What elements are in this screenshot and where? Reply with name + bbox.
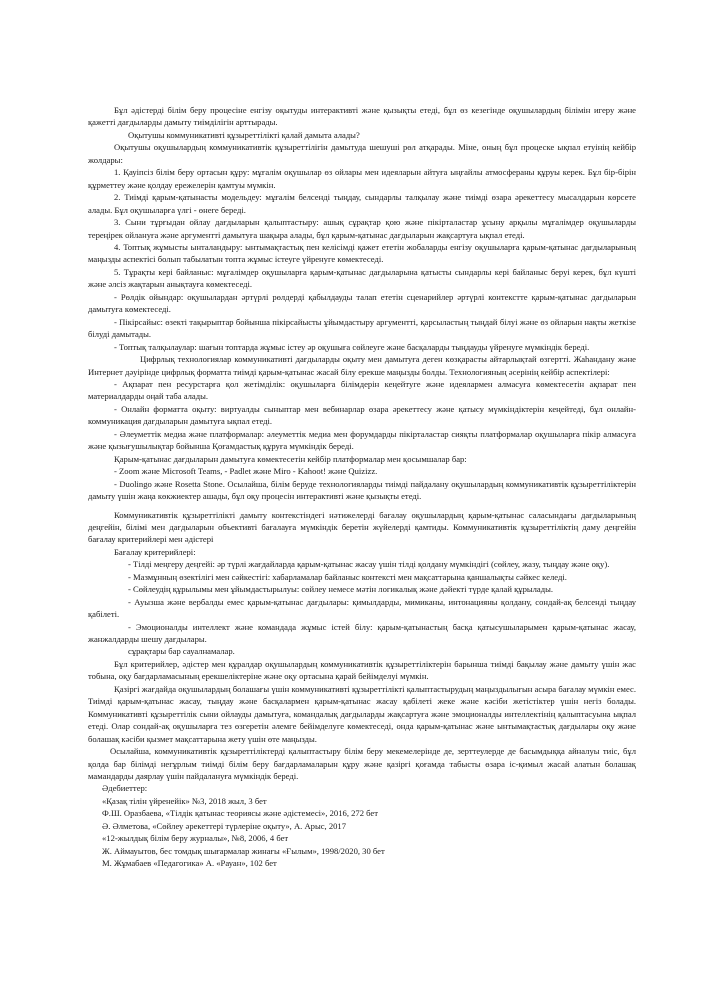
- reference-item: Ж. Аймауытов, бес томдық шығармалар жинағы «Ғылым», 1998/2020, 30 бет: [102, 845, 385, 856]
- document-body: [88, 104, 636, 870]
- list-item: - Ақпарат пен ресурстарға қол жетімділік: оқушыларға білімдерін кеңейтуге және идеялармен алмасуға көмектесетін ақпарат пен материалдарды оңай таба алады.: [88, 378, 636, 402]
- list-item: 2. Тиімді қарым-қатынасты модельдеу: мұғалім белсенді тыңдау, сындарлы талқылау және тиімді өзара әрекеттесу мысалдарын көрсете алады. Бұл оқушыларға үлгі - өнеге береді.: [88, 192, 636, 215]
- survey-line: сұрақтары бар сауалнамалар.: [128, 646, 235, 657]
- platforms-intro: Қарым-қатынас дағдыларын дамытуға көмектесетін кейбір платформалар мен қосымшалар бар:: [114, 453, 467, 464]
- conclusion-paragraph: Осылайша, коммуникативтік құзыреттіліктерді қалыптастыру білім беру мекемелерінде де, зерттеулерде де басымдыққа айналуы тиіс, бұл қолда бар білімді негұрлым тиімді білім беру бағдарламаларын құру және қазіргі қоғамда табысты өзара іс-қимыл жасай алатын болашақ мамандарды даярлау үшін пайдалануға мүмкіндік береді.: [88, 746, 636, 782]
- list-item: 5. Тұрақты кері байланыс: мұғалімдер оқушыларға қарым-қатынас дағдыларына қатысты сындарлы кері байланыс беруі керек, бұл күшті және әлсіз жақтарын анықтауға көмектеседі.: [88, 266, 636, 290]
- list-item: 1. Қауіпсіз білім беру ортасын құру: мұғалім оқушылар өз ойлары мен идеяларын айтуға ыңғайлы атмосфераны құруы керек. Бұл бір-бірін құрметтеу және қолдау ережелерін қамтуы мүмкін.: [88, 167, 636, 190]
- references-heading: Әдебиеттер:: [102, 783, 148, 794]
- list-item: - Ауызша және вербалды емес қарым-қатынас дағдылары: қимылдарды, мимиканы, интонацияны қолдану, сондай-ақ белсенді тыңдау қабілеті.: [88, 596, 636, 620]
- list-item: - Онлайн форматта оқыту: виртуалды сыныптар мен вебинарлар өзара әрекеттесу және қатысу мүмкіндіктерін кеңейтеді, бұл онлайн-коммуникация дағдыларын дамытуға ықпал етеді.: [88, 403, 636, 427]
- reference-item: Ф.Ш. Оразбаева, «Тілдік қатынас теориясы және әдістемесі», 2016, 272 бет: [102, 808, 378, 819]
- list-item: - Duolingo және Rosetta Stone. Осылайша, білім беруде технологияларды тиімді пайдалану оқушылардың коммуникативтік құзыреттіліктерін дамыту үшін жаңа көкжиектер ашады, бұл оқу процесін интерактивті және қызықты етеді.: [88, 478, 636, 502]
- list-item: - Әлеуметтік медиа және платформалар: әлеуметтік медиа мен форумдарды пікірталастар сияқты платформалар оқушыларға пікір алмасуға және қызығушылықтар бойынша Қоғамдастық құруға мүмкіндік береді.: [88, 428, 636, 452]
- list-item: 4. Топтық жұмысты ынталандыру: ынтымақтастық пен келісімді қажет ететін жобаларды енгізу оқушыларға қарым-қатынас дағдыларының маңызды аспектісі болып табылатын топта жұмыс істеуге үйренуге көмектеседі.: [88, 241, 636, 265]
- reference-item: «Қазақ тілін үйренейік» №3, 2018 жыл, 3 бет: [102, 795, 267, 806]
- reference-item: «12-жылдық білім беру журналы», №8, 2006, 4 бет: [102, 833, 289, 844]
- list-item: - Сөйлеудің құрылымы мен ұйымдастырылуы: сөйлеу немесе мәтін логикалық және дәйекті түрде қалай құрылады.: [128, 584, 554, 595]
- assessment-paragraph: Коммуникативтік құзыреттілікті дамыту контекстіндегі нәтижелерді бағалау оқушылардың қарым-қатынас саласындағы дағдыларының деңгейін, білімі мен дағдыларын объективті бағалауға мүмкіндік беретін жүйелерді қамтиды. Коммуникативтік құзыреттіліктің даму деңгейін бағалау критерийлері мен әдістері: [88, 509, 636, 545]
- section-question-heading: Оқытушы коммуникативті құзыреттілікті қалай дамыта алады?: [128, 129, 360, 140]
- criteria-heading: Бағалау критерийлері:: [114, 546, 196, 557]
- reference-item: М. Жұмабаев «Педагогика» А. «Рауан», 102 бет: [102, 858, 277, 869]
- teacher-role-paragraph: Оқытушы оқушылардың коммуникативтік құзыреттілігін дамытуда шешуші рөл атқарады. Міне, оның бұл процеске ықпал етуінің кейбір жолдары:: [88, 142, 636, 165]
- list-item: - Пікірсайыс: өзекті тақырыптар бойынша пікірсайысты ұйымдастыру аргументті, қарсыластың тыңдай білуі және өз ойларын нақты жеткізе білуді дамытады.: [88, 316, 636, 340]
- importance-paragraph: Қазіргі жағдайда оқушылардың болашағы үшін коммуникативті құзыреттілікті қалыптастырудың маңыздылығын асыра бағалау мүмкін емес. Тиімді қарым-қатынас жасау, тыңдау және басқалармен қарым-қатынас жасау қабілеті жеке және кәсіби жетістіктер үшін негіз болады. Коммуникативті құзыреттілік сыни ойлауды дамытуға, командалық дағдыларды жақсартуға және эмоционалды интеллектінің қалыптасуына ықпал етеді. Олар сондай-ақ оқушыларға тез өзгеретін әлемге бейімделуге көмектеседі, онда қарым-қатынас және ынтымақтастық дағдылары оқу және болашақ кәсіби қызмет мақсаттарына жету үшін өте маңызды.: [88, 683, 636, 744]
- reference-item: Ә. Әлметова, «Сөйлеу әрекеттері түрлеріне оқыту», А. Арыс, 2017: [102, 820, 347, 831]
- list-item: - Мазмұнның өзектілігі мен сәйкестігі: хабарламалар байланыс контексті мен мақсаттарына қаншалықты сәйкес келеді.: [128, 571, 567, 582]
- list-item: - Тілді меңгеру деңгейі: әр түрлі жағдайларда қарым-қатынас жасау үшін тілді қолдану мүмкіндігі (сөйлеу, жазу, тыңдау және оқу).: [128, 559, 610, 570]
- list-item: - Рөлдік ойындар: оқушылардан әртүрлі рөлдерді қабылдауды талап ететін сценарийлер әртүрлі контекстте қарым-қатынас дағдыларын дамытуға көмектеседі.: [88, 291, 636, 315]
- list-item: 3. Сыни тұрғыдан ойлау дағдыларын қалыптастыру: ашық сұрақтар қою және пікірталастар ұсыну арқылы мұғалімдер оқушыларды тереңірек ойлануға және аргументті дамытуға шақыра алады, бұл қарым-қатынас дағдыларын жақсартуға ықпал етеді.: [88, 217, 636, 240]
- list-item: - Эмоционалды интеллект және командада жұмыс істей білу: қарым-қатынастың басқа қатысушыларымен қарым-қатынас жасау, жанжалдарды шешу дағдылары.: [88, 621, 636, 645]
- list-item: - Топтық талқылаулар: шағын топтарда жұмыс істеу әр оқушыға сөйлеуге және басқаларды тыңдауды үйренуге мүмкіндік береді.: [114, 341, 590, 352]
- digital-tech-paragraph: Цифрлық технологиялар коммуникативті дағдыларды оқыту мен дамытуға деген көзқарасты айтарлықтай өзгертті. Жаһандану және Интернет дәуірінде цифрлық форматта тиімді қарым-қатынас жасай білу ерекше маңызды болды. Технологияның әсерінің кейбір аспектілері:: [88, 354, 636, 377]
- list-item: - Zoom және Microsoft Teams, - Padlet және Miro - Kahoot! және Quizizz.: [114, 466, 378, 477]
- criteria-summary-paragraph: Бұл критерийлер, әдістер мен құралдар оқушылардың коммуникативтік құзыреттіліктерін барынша тиімді бақылау және дамыту үшін жас тобына, оқу бағдарламасының ерекшеліктеріне және оқу ортасына қарай бейімделуі мүмкін.: [88, 658, 636, 682]
- intro-paragraph: Бұл әдістерді білім беру процесіне енгізу оқытуды интерактивті және қызықты етеді, бұл өз кезегінде оқушылардың білімін игеру және қажетті дағдыларды дамыту тиімділігін арттырады.: [88, 105, 636, 128]
